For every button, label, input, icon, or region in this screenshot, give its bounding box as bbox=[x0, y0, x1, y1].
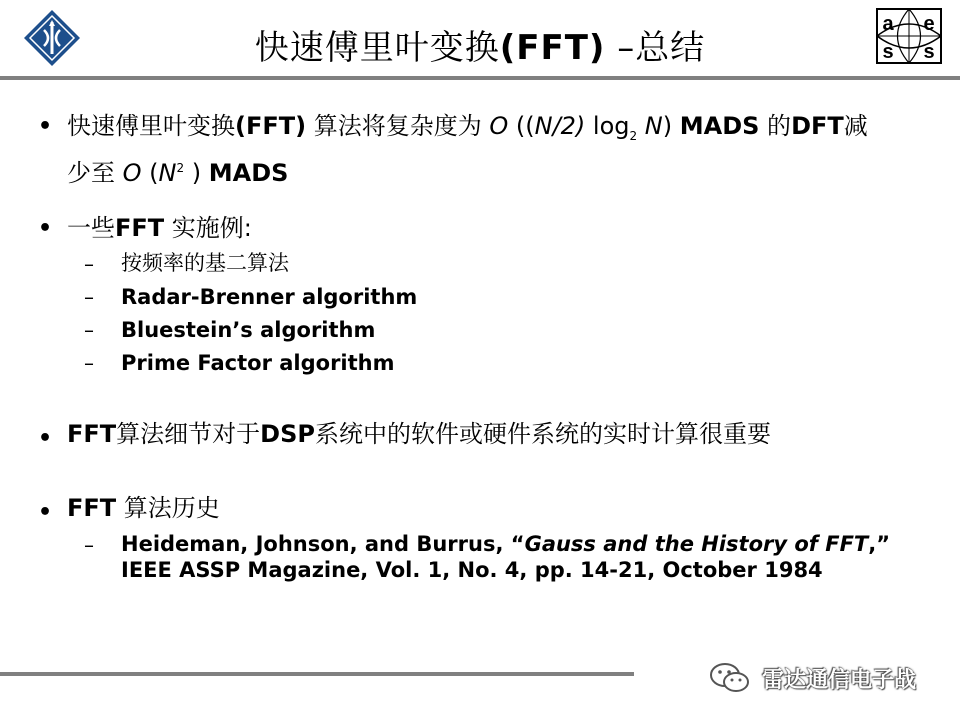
aes-letter-s2: s bbox=[923, 41, 935, 63]
aes-letter-a: a bbox=[882, 13, 894, 35]
footer-divider bbox=[0, 672, 634, 676]
watermark-text: 雷达通信电子战 bbox=[762, 667, 917, 693]
watermark bbox=[708, 660, 916, 696]
bullet-marker: • bbox=[38, 426, 53, 451]
wechat-icon bbox=[708, 660, 752, 696]
impl-item-radar-brenner: Radar-Brenner algorithm bbox=[121, 285, 418, 309]
impl-item-radix2: 按频率的基二算法 bbox=[121, 251, 289, 275]
aes-logo bbox=[876, 8, 942, 64]
bullet-marker: • bbox=[38, 500, 53, 525]
dash-marker: – bbox=[84, 318, 94, 342]
bullet-fft-complexity: 快速傅里叶变换(FFT) 算法将复杂度为 O ((N/2) $\log_2 N$) MADS 的DFT减 少至 O ($N^2$ ) MADS bbox=[67, 112, 868, 187]
bullet-fft-realtime: FFT算法细节对于DSP系统中的软件或硬件系统的实时计算很重要 bbox=[67, 420, 771, 448]
bullet-fft-implementations: 一些FFT 实施例: bbox=[67, 214, 252, 242]
impl-item-prime-factor: Prime Factor algorithm bbox=[121, 351, 395, 375]
dash-marker: – bbox=[84, 351, 94, 375]
history-reference: Heideman, Johnson, and Burrus, “Gauss and the History of FFT,” IEEE ASSP Magazine, Vol. 1, No. 4, pp. 14-21, October 1984 bbox=[121, 532, 891, 582]
aes-letter-s1: s bbox=[882, 41, 894, 63]
ieee-logo bbox=[22, 8, 82, 68]
title-divider bbox=[0, 76, 960, 80]
impl-item-bluestein: Bluestein’s algorithm bbox=[121, 318, 376, 342]
bullet-marker: • bbox=[38, 114, 53, 139]
dash-marker: – bbox=[84, 285, 94, 309]
dash-marker: – bbox=[84, 252, 94, 276]
dash-marker: – bbox=[84, 533, 94, 557]
aes-letter-e: e bbox=[923, 13, 935, 35]
slide-title: 快速傅里叶变换(FFT) –总结 bbox=[254, 28, 706, 68]
bullet-marker: • bbox=[38, 216, 53, 241]
bullet-fft-history: FFT 算法历史 bbox=[67, 494, 220, 522]
